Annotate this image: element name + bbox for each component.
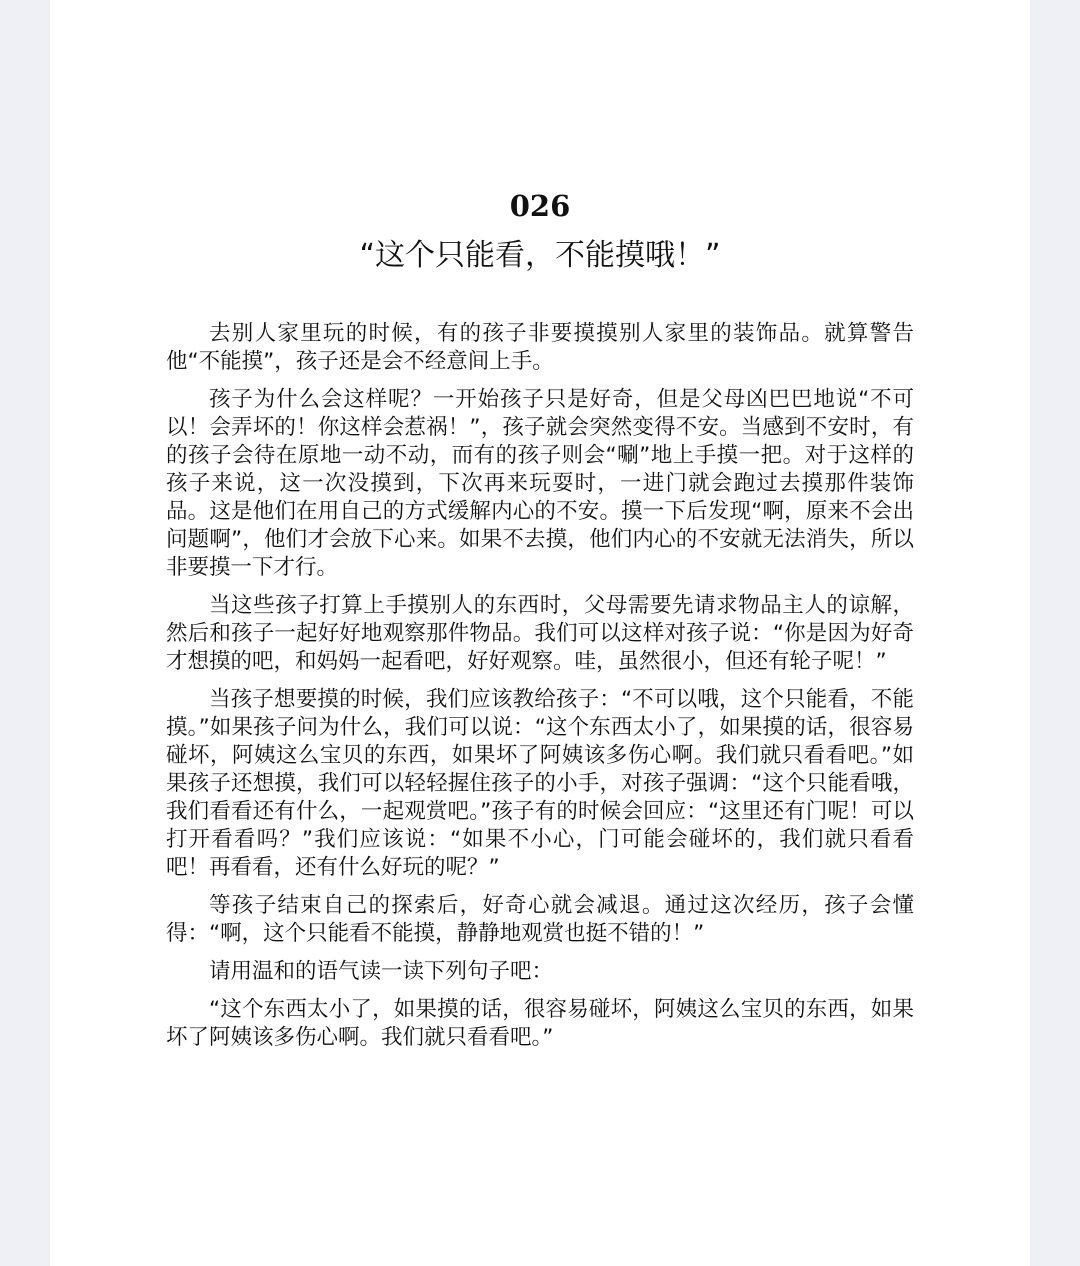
paragraph: 等孩子结束自己的探索后，好奇心就会减退。通过这次经历，孩子会懂得：“啊，这个只能看不能摸，静静地观赏也挺不错的！” [166, 893, 914, 946]
chapter-title: “这个只能看，不能摸哦！” [359, 238, 721, 273]
paragraph: 孩子为什么会这样呢？一开始孩子只是好奇，但是父母凶巴巴地说“不可以！会弄坏的！你这样会惹祸！”，孩子就会突然变得不安。当感到不安时，有的孩子会待在原地一动不动，而有的孩子则会“唰”地上手摸一把。对于这样的孩子来说，这一次没摸到，下次再来玩耍时，一进门就会跑过去摸那件装饰品。这是他们在用自己的方式缓解内心的不安。摸一下后发现“啊，原来不会出问题啊”，他们才会放下心来。如果不去摸，他们内心的不安就无法消失，所以非要摸一下才行。 [166, 387, 914, 580]
paragraph: 请用温和的语气读一读下列句子吧： [209, 959, 554, 984]
paragraph: 当这些孩子打算上手摸别人的东西时，父母需要先请求物品主人的谅解，然后和孩子一起好好地观察那件物品。我们可以这样对孩子说：“你是因为好奇才想摸的吧，和妈妈一起看吧，好好观察。哇，虽然很小，但还有轮子呢！” [166, 593, 914, 674]
book-page [50, 0, 1030, 1266]
body-text [166, 320, 914, 1062]
paragraph: “这个东西太小了，如果摸的话，很容易碰坏，阿姨这么宝贝的东西，如果坏了阿姨该多伤心啊。我们就只看看吧。” [166, 997, 914, 1050]
paragraph: 去别人家里玩的时候，有的孩子非要摸摸别人家里的装饰品。就算警告他“不能摸”，孩子还是会不经意间上手。 [166, 321, 914, 374]
chapter-number: 026 [509, 189, 571, 223]
paragraph: 当孩子想要摸的时候，我们应该教给孩子：“不可以哦，这个只能看，不能摸。”如果孩子问为什么，我们可以说：“这个东西太小了，如果摸的话，很容易碰坏，阿姨这么宝贝的东西，如果坏了阿姨该多伤心啊。我们就只看看吧。”如果孩子还想摸，我们可以轻轻握住孩子的小手，对孩子强调：“这个只能看哦，我们看看还有什么，一起观赏吧。”孩子有的时候会回应：“这里还有门呢！可以打开看看吗？”我们应该说：“如果不小心，门可能会碰坏的，我们就只看看吧！再看看，还有什么好玩的呢？” [166, 687, 914, 880]
